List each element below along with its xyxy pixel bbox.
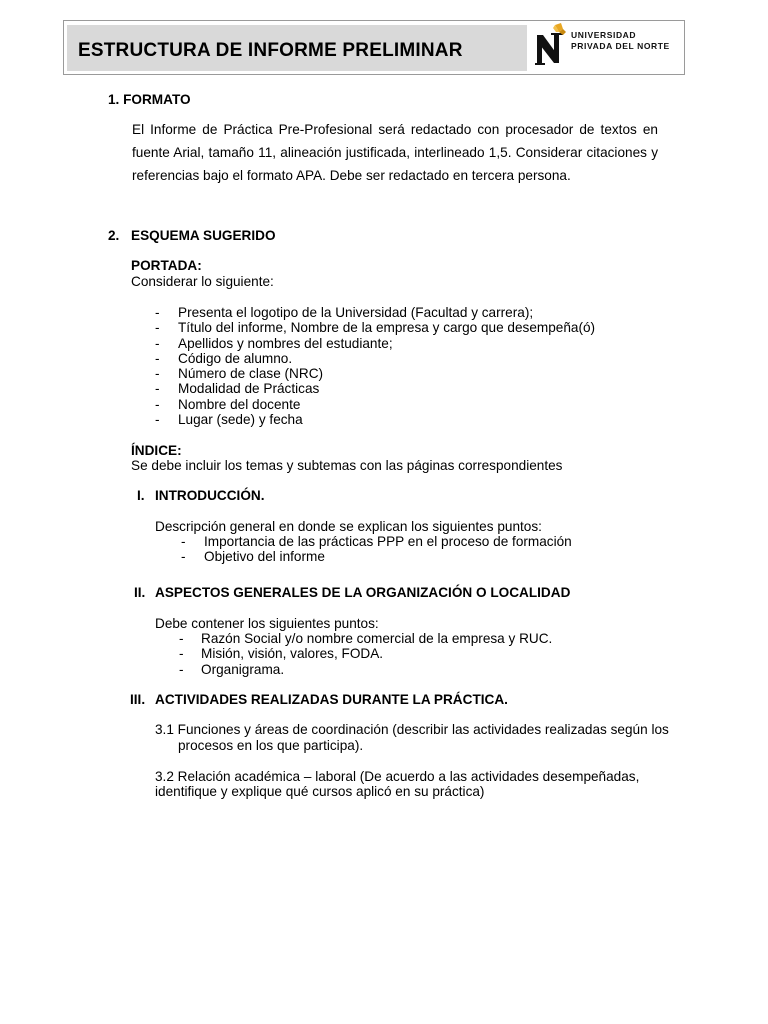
- list-item-text: Lugar (sede) y fecha: [178, 412, 303, 428]
- section-1-heading: 1. FORMATO: [108, 92, 191, 107]
- portada-heading: PORTADA:: [131, 258, 202, 273]
- part-3-item-2: 3.2 Relación académica – laboral (De acuerdo a las actividades desempeñadas,: [155, 769, 640, 784]
- logo-text-privada-del-norte: PRIVADA DEL NORTE: [571, 41, 670, 51]
- section-2-heading: ESQUEMA SUGERIDO: [131, 228, 276, 243]
- list-item: [155, 397, 655, 412]
- list-item-text: Importancia de las prácticas PPP en el proceso de formación: [204, 534, 572, 549]
- section-1-paragraph: El Informe de Práctica Pre-Profesional será redactado con procesador de textos en fuente Arial, tamaño 11, alineación justificada, interlineado 1,5. Considerar citaciones y referencias bajo el formato APA. Debe ser redactado en tercera persona.: [132, 122, 658, 183]
- list-item: [155, 305, 655, 320]
- list-item: [155, 381, 655, 396]
- list-item: [155, 412, 655, 427]
- list-item-text: Nombre del docente: [178, 396, 301, 412]
- indice-heading: ÍNDICE:: [131, 443, 182, 458]
- document-title: ESTRUCTURA DE INFORME PRELIMINAR: [78, 40, 463, 61]
- bullet-dash: -: [179, 631, 184, 646]
- bullet-dash: -: [155, 350, 160, 366]
- university-logo: [531, 23, 681, 71]
- bullet-dash: -: [155, 396, 160, 412]
- bullet-dash: -: [155, 381, 160, 397]
- list-item-text: Objetivo del informe: [204, 549, 325, 565]
- bullet-dash: -: [155, 412, 160, 428]
- list-item: [179, 631, 659, 646]
- portada-list: [155, 305, 655, 427]
- list-item: [181, 549, 661, 564]
- bullet-dash: -: [179, 661, 184, 677]
- list-item-text: Presenta el logotipo de la Universidad (Facultad y carrera);: [178, 305, 534, 320]
- part-3-heading: ACTIVIDADES REALIZADAS DURANTE LA PRÁCTICA.: [155, 692, 508, 707]
- list-item: [181, 534, 661, 549]
- part-2-numeral: II.: [134, 585, 146, 600]
- bullet-dash: -: [179, 646, 184, 662]
- section-2-number: 2.: [108, 228, 120, 243]
- list-item: [179, 662, 659, 677]
- list-item: [179, 646, 659, 661]
- bullet-dash: -: [181, 534, 186, 549]
- part-2-list: [179, 631, 659, 677]
- upn-logo-icon: [533, 23, 567, 69]
- bullet-dash: -: [155, 305, 160, 320]
- list-item-text: Apellidos y nombres del estudiante;: [178, 335, 393, 351]
- portada-intro: Considerar lo siguiente:: [131, 274, 274, 289]
- list-item: [155, 366, 655, 381]
- list-item: [155, 320, 655, 335]
- part-1-heading: INTRODUCCIÓN.: [155, 488, 265, 503]
- bullet-dash: -: [155, 335, 160, 351]
- part-1-list: [181, 534, 661, 565]
- indice-text: Se debe incluir los temas y subtemas con las páginas correspondientes: [131, 458, 563, 473]
- part-1-intro: Descripción general en donde se explican los siguientes puntos:: [155, 519, 542, 534]
- part-3-item-1-continued: procesos en los que participa).: [178, 738, 364, 753]
- part-3-item-1: 3.1 Funciones y áreas de coordinación (describir las actividades realizadas según los: [155, 722, 669, 737]
- list-item-text: Código de alumno.: [178, 350, 293, 366]
- list-item: [155, 336, 655, 351]
- bullet-dash: -: [155, 366, 160, 382]
- bullet-dash: -: [181, 549, 186, 565]
- list-item-text: Modalidad de Prácticas: [178, 381, 320, 397]
- list-item-text: Razón Social y/o nombre comercial de la empresa y RUC.: [201, 631, 553, 646]
- part-1-numeral: I.: [137, 488, 145, 503]
- logo-text-universidad: UNIVERSIDAD: [571, 30, 637, 40]
- part-3-item-2-continued: identifique y explique qué cursos aplicó en su práctica): [155, 784, 485, 799]
- part-2-heading: ASPECTOS GENERALES DE LA ORGANIZACIÓN O LOCALIDAD: [155, 585, 571, 600]
- list-item-text: Número de clase (NRC): [178, 366, 324, 382]
- list-item-text: Título del informe, Nombre de la empresa y cargo que desempeña(ó): [178, 320, 596, 336]
- part-2-intro: Debe contener los siguientes puntos:: [155, 616, 379, 631]
- list-item-text: Organigrama.: [201, 661, 285, 677]
- bullet-dash: -: [155, 320, 160, 336]
- part-3-numeral: III.: [130, 692, 146, 707]
- list-item: [155, 351, 655, 366]
- list-item-text: Misión, visión, valores, FODA.: [201, 646, 384, 662]
